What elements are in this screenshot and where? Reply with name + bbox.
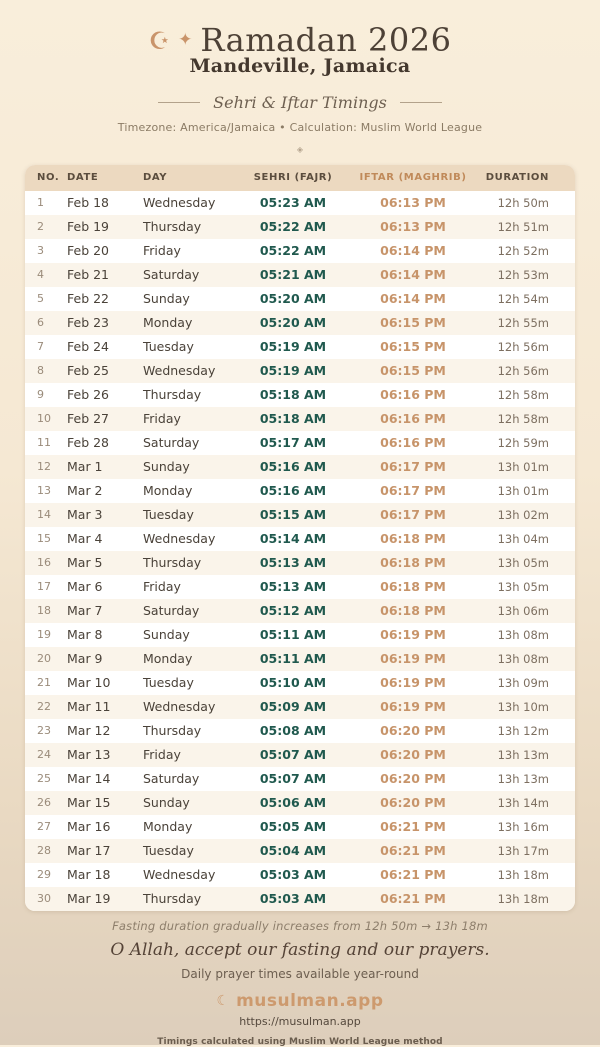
table-row [25,407,575,431]
cell-sehri: 05:08 AM [259,723,327,739]
cell-duration: 12h 56m [497,363,549,378]
page-title: Ramadan 2026 [200,21,452,59]
table-row [25,479,575,503]
column-header-iftar: IFTAR (MAGHRIB) [359,172,467,184]
table-row [25,311,575,335]
cell-iftar: 06:19 PM [380,651,446,667]
cell-day: Thursday [143,219,202,235]
year-round-note: Daily prayer times available year-round [181,966,419,981]
cell-iftar: 06:20 PM [380,747,446,763]
cell-duration: 12h 51m [497,219,549,234]
cell-date: Mar 12 [67,723,111,739]
cell-date: Mar 5 [67,555,103,571]
cell-no: 19 [37,628,51,642]
cell-sehri: 05:05 AM [259,819,327,835]
cell-day: Saturday [143,267,200,283]
cell-day: Wednesday [143,363,216,379]
cell-day: Thursday [143,387,202,403]
timings-table-card [25,165,575,911]
column-header-no: NO. [37,172,60,184]
cell-iftar: 06:17 PM [380,459,446,475]
cell-sehri: 05:07 AM [259,771,327,787]
cell-sehri: 05:03 AM [259,891,327,907]
table-row [25,695,575,719]
cell-date: Mar 11 [67,699,111,715]
cell-iftar: 06:19 PM [380,627,446,643]
cell-iftar: 06:13 PM [380,195,446,211]
cell-day: Sunday [143,795,190,811]
cell-sehri: 05:04 AM [259,843,327,859]
cell-day: Monday [143,651,193,667]
table-row [25,335,575,359]
table-row [25,359,575,383]
table-row [25,383,575,407]
cell-date: Mar 19 [67,891,111,907]
cell-day: Friday [143,747,181,763]
cell-iftar: 06:17 PM [380,507,446,523]
cell-duration: 13h 16m [497,819,549,834]
cell-sehri: 05:23 AM [259,195,327,211]
cell-sehri: 05:18 AM [259,387,327,403]
cell-date: Mar 10 [67,675,111,691]
subtitle: Sehri & Iftar Timings [213,92,387,112]
cell-duration: 13h 02m [497,507,549,522]
table-row [25,743,575,767]
cell-date: Mar 2 [67,483,103,499]
cell-no: 15 [37,532,51,546]
cell-iftar: 06:15 PM [380,339,446,355]
cell-iftar: 06:14 PM [380,291,446,307]
cell-no: 27 [37,820,51,834]
table-body [25,191,575,911]
cell-day: Sunday [143,291,190,307]
cell-iftar: 06:20 PM [380,723,446,739]
cell-duration: 12h 54m [497,291,549,306]
cell-day: Friday [143,579,181,595]
cell-duration: 13h 13m [497,747,549,762]
column-header-date: DATE [67,172,99,184]
table-row [25,551,575,575]
cell-iftar: 06:18 PM [380,555,446,571]
cell-iftar: 06:16 PM [380,435,446,451]
cell-no: 3 [37,244,44,258]
cell-date: Mar 9 [67,651,103,667]
cell-date: Mar 8 [67,627,103,643]
table-row [25,863,575,887]
cell-sehri: 05:03 AM [259,867,327,883]
cell-sehri: 05:22 AM [259,219,327,235]
cell-duration: 13h 05m [497,579,549,594]
column-header-duration: DURATION [485,172,549,184]
cell-iftar: 06:21 PM [380,843,446,859]
cell-day: Thursday [143,723,202,739]
table-row [25,527,575,551]
cell-day: Tuesday [143,507,194,523]
cell-date: Mar 13 [67,747,111,763]
cell-date: Mar 6 [67,579,103,595]
cell-iftar: 06:16 PM [380,411,446,427]
cell-day: Saturday [143,603,200,619]
subtitle-row [0,93,600,112]
cell-no: 30 [37,892,51,906]
cell-sehri: 05:22 AM [259,243,327,259]
cell-day: Friday [143,411,181,427]
brand-url: https://musulman.app [239,1014,361,1028]
table-row [25,599,575,623]
cell-sehri: 05:07 AM [259,747,327,763]
table-row [25,815,575,839]
cell-date: Mar 7 [67,603,103,619]
cell-day: Saturday [143,435,200,451]
cell-date: Feb 19 [67,219,110,235]
cell-no: 14 [37,508,51,522]
cell-iftar: 06:18 PM [380,603,446,619]
cell-duration: 12h 52m [497,243,549,258]
cell-iftar: 06:20 PM [380,795,446,811]
cell-day: Tuesday [143,675,194,691]
cell-sehri: 05:15 AM [259,507,327,523]
cell-duration: 12h 50m [497,195,549,210]
table-row [25,431,575,455]
cell-duration: 13h 04m [497,531,549,546]
subtitle-rule-left [158,102,200,103]
cell-day: Tuesday [143,339,194,355]
cell-day: Tuesday [143,843,194,859]
cell-no: 29 [37,868,51,882]
table-row [25,671,575,695]
cell-no: 18 [37,604,51,618]
cell-iftar: 06:21 PM [380,867,446,883]
cell-no: 17 [37,580,51,594]
cell-no: 22 [37,700,51,714]
cell-date: Mar 4 [67,531,103,547]
cell-date: Feb 24 [67,339,110,355]
cell-no: 8 [37,364,44,378]
cell-sehri: 05:12 AM [259,603,327,619]
cell-sehri: 05:11 AM [259,651,327,667]
column-header-day: DAY [143,172,168,184]
table-row [25,191,575,215]
cell-iftar: 06:20 PM [380,771,446,787]
cell-date: Feb 21 [67,267,110,283]
cell-no: 28 [37,844,51,858]
cell-duration: 12h 56m [497,339,549,354]
table-row [25,287,575,311]
table-row [25,239,575,263]
cell-date: Feb 22 [67,291,110,307]
cell-no: 21 [37,676,51,690]
cell-date: Mar 15 [67,795,111,811]
cell-date: Feb 26 [67,387,110,403]
cell-day: Monday [143,315,193,331]
cell-no: 23 [37,724,51,738]
cell-sehri: 05:10 AM [259,675,327,691]
cell-day: Monday [143,819,193,835]
table-row [25,791,575,815]
cell-day: Thursday [143,891,202,907]
cell-no: 9 [37,388,44,402]
cell-sehri: 05:09 AM [259,699,327,715]
cell-iftar: 06:19 PM [380,675,446,691]
cell-duration: 13h 08m [497,627,549,642]
cell-no: 10 [37,412,51,426]
brand-row [0,991,600,1011]
cell-iftar: 06:19 PM [380,699,446,715]
cell-day: Saturday [143,771,200,787]
cell-no: 11 [37,436,51,450]
cell-iftar: 06:18 PM [380,531,446,547]
cell-sehri: 05:11 AM [259,627,327,643]
cell-iftar: 06:21 PM [380,891,446,907]
cell-no: 4 [37,268,44,282]
cell-iftar: 06:16 PM [380,387,446,403]
table-row [25,887,575,911]
cell-no: 26 [37,796,51,810]
cell-sehri: 05:16 AM [259,483,327,499]
table-row [25,839,575,863]
page-footer [0,919,600,1047]
cell-iftar: 06:15 PM [380,363,446,379]
cell-sehri: 05:14 AM [259,531,327,547]
cell-duration: 12h 53m [497,267,549,282]
column-header-sehri: SEHRI (FAJR) [253,172,333,184]
cell-no: 20 [37,652,51,666]
cell-no: 2 [37,220,44,234]
cell-iftar: 06:13 PM [380,219,446,235]
table-header-row [25,165,575,191]
cell-sehri: 05:13 AM [259,555,327,571]
location-title: Mandeville, Jamaica [189,54,411,77]
cell-date: Feb 28 [67,435,110,451]
cell-day: Thursday [143,555,202,571]
cell-no: 16 [37,556,51,570]
cell-iftar: 06:14 PM [380,267,446,283]
table-row [25,455,575,479]
cell-no: 5 [37,292,44,306]
cell-sehri: 05:20 AM [259,291,327,307]
cell-duration: 12h 58m [497,387,549,402]
cell-day: Sunday [143,459,190,475]
cell-duration: 13h 05m [497,555,549,570]
cell-date: Feb 20 [67,243,110,259]
diamond-ornament-icon: ◈ [296,144,304,154]
cell-no: 24 [37,748,51,762]
cell-duration: 13h 17m [497,843,549,858]
cell-duration: 13h 10m [497,699,549,714]
cell-day: Wednesday [143,531,216,547]
cell-iftar: 06:17 PM [380,483,446,499]
cell-sehri: 05:17 AM [259,435,327,451]
subtitle-rule-right [400,102,442,103]
cell-duration: 13h 14m [497,795,549,810]
cell-no: 13 [37,484,51,498]
cell-iftar: 06:15 PM [380,315,446,331]
cell-sehri: 05:06 AM [259,795,327,811]
cell-date: Feb 27 [67,411,110,427]
cell-sehri: 05:21 AM [259,267,327,283]
cell-iftar: 06:14 PM [380,243,446,259]
timezone-calculation-meta: Timezone: America/Jamaica • Calculation: Muslim World League [117,120,483,134]
cell-sehri: 05:13 AM [259,579,327,595]
cell-date: Mar 1 [67,459,103,475]
cell-duration: 12h 58m [497,411,549,426]
title-row [0,21,600,59]
table-row [25,767,575,791]
table-row [25,263,575,287]
cell-no: 25 [37,772,51,786]
cell-date: Feb 23 [67,315,110,331]
cell-duration: 13h 08m [497,651,549,666]
table-row [25,503,575,527]
cell-no: 6 [37,316,44,330]
cell-iftar: 06:18 PM [380,579,446,595]
sparkle-icon: ✦ [178,30,193,51]
cell-day: Wednesday [143,699,216,715]
cell-duration: 12h 59m [497,435,549,450]
cell-sehri: 05:20 AM [259,315,327,331]
cell-no: 12 [37,460,51,474]
cell-iftar: 06:21 PM [380,819,446,835]
cell-sehri: 05:18 AM [259,411,327,427]
cell-date: Feb 18 [67,195,110,211]
table-row [25,623,575,647]
dua-text: O Allah, accept our fasting and our prayers. [110,939,490,960]
cell-no: 1 [37,196,44,210]
cell-duration: 13h 09m [497,675,549,690]
cell-duration: 12h 55m [497,315,549,330]
cell-no: 7 [37,340,44,354]
table-row [25,647,575,671]
cell-day: Monday [143,483,193,499]
table-row [25,215,575,239]
crescent-star-icon: ☪ [148,26,171,55]
cell-duration: 13h 01m [497,459,549,474]
cell-date: Mar 18 [67,867,111,883]
cell-duration: 13h 13m [497,771,549,786]
cell-duration: 13h 18m [497,891,549,906]
fasting-duration-note: Fasting duration gradually increases from 12h 50m → 13h 18m [112,918,488,933]
cell-day: Friday [143,243,181,259]
cell-date: Feb 25 [67,363,110,379]
cell-duration: 13h 12m [497,723,549,738]
cell-date: Mar 14 [67,771,111,787]
table-row [25,575,575,599]
cell-sehri: 05:19 AM [259,363,327,379]
cell-date: Mar 3 [67,507,103,523]
cell-day: Sunday [143,627,190,643]
cell-sehri: 05:19 AM [259,339,327,355]
brand-name: musulman.app [236,990,384,1011]
calculation-method-note: Timings calculated using Muslim World League method [157,1036,443,1047]
cell-day: Wednesday [143,195,216,211]
cell-duration: 13h 06m [497,603,549,618]
cell-sehri: 05:16 AM [259,459,327,475]
table-row [25,719,575,743]
cell-day: Wednesday [143,867,216,883]
cell-date: Mar 16 [67,819,111,835]
brand-crescent-icon: ☾ [216,992,230,1009]
cell-date: Mar 17 [67,843,111,859]
cell-duration: 13h 01m [497,483,549,498]
cell-duration: 13h 18m [497,867,549,882]
page-header [0,0,600,154]
